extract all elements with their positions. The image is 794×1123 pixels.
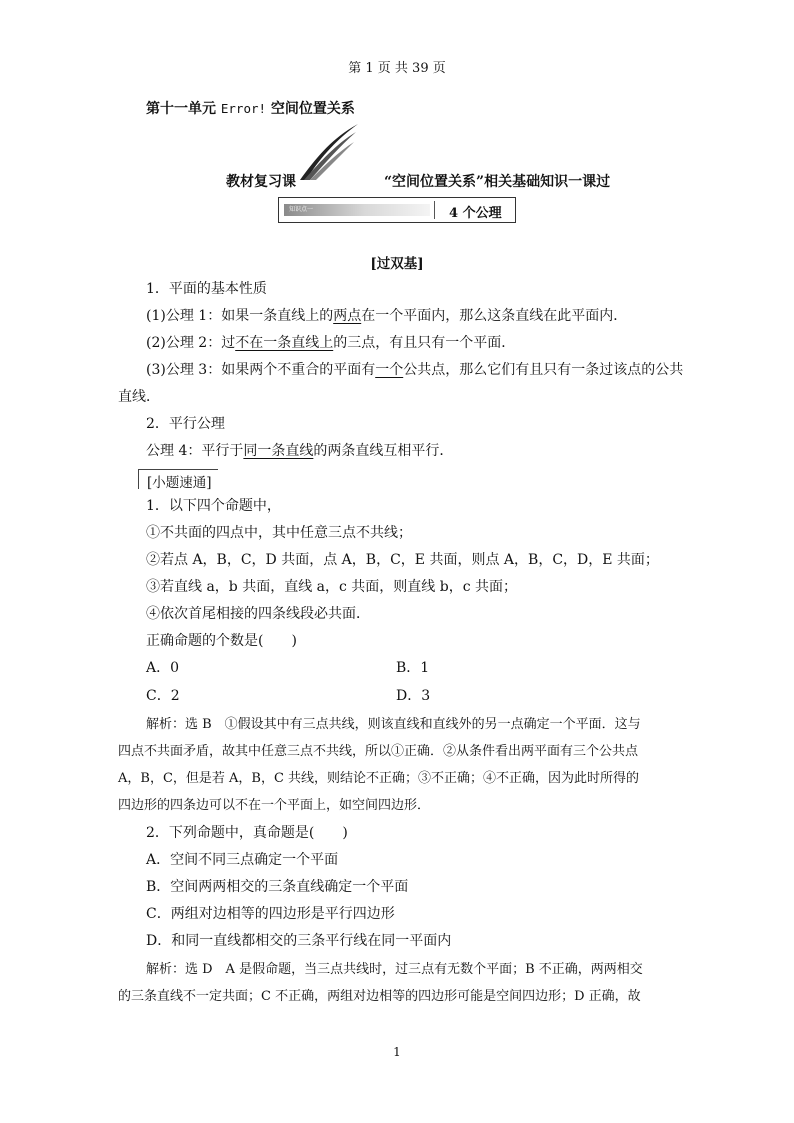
- axiom-1-suffix: 在一个平面内，那么这条直线在此平面内．: [361, 308, 628, 324]
- quick-practice-tag: [138, 469, 218, 489]
- q1-solution-line-1: 解析：选 B ①假设其中有三点共线，则该直线和直线外的另一点确定一个平面．这与: [146, 717, 641, 732]
- q1-option-c: C．2: [146, 688, 180, 704]
- banner-left-title: 教材复习课: [226, 174, 296, 190]
- q1-stem: 1．以下四个命题中，: [146, 498, 281, 514]
- page-number: 1: [393, 1045, 401, 1059]
- q1-option-b: B．1: [396, 660, 430, 676]
- axiom-4-underlined: 同一条直线: [243, 443, 314, 459]
- q1-statement-4: ④依次首尾相接的四条线段必共面．: [146, 606, 370, 622]
- q1-option-d: D．3: [396, 688, 431, 704]
- section-title: [过双基]: [370, 256, 424, 272]
- axiom-3-cont: 直线．: [118, 389, 160, 405]
- q2-solution-line-1: 解析：选 D A 是假命题，当三点共线时，过三点有无数个平面；B 不正确，两两相交: [146, 962, 643, 977]
- q1-statement-2: ②若点 A，B，C，D 共面，点 A，B，C，E 共面，则点 A，B，C，D，E 共面；: [146, 552, 659, 568]
- axiom-4: [146, 440, 453, 460]
- axiom-3-underlined: 一个: [375, 362, 404, 378]
- q2-option-b: B．空间两两相交的三条直线确定一个平面: [146, 879, 409, 895]
- axiom-4-suffix: 的两条直线互相平行．: [313, 443, 454, 459]
- q2-option-c: C．两组对边相等的四边形是平行四边形: [146, 906, 395, 922]
- page-header: 第 1 页 共 39 页: [348, 61, 446, 76]
- topic-tag-small: 知识点一: [284, 204, 430, 216]
- q2-solution-line-2: 的三条直线不一定共面；C 不正确，两组对边相等的四边形可能是空间四边形；D 正确，故: [118, 989, 641, 1004]
- q2-stem: 2．下列命题中，真命题是( ): [146, 825, 348, 841]
- swoosh-decoration-icon: [296, 122, 360, 182]
- q1-solution-line-4: 四边形的四条边可以不在一个平面上，如空间四边形．: [118, 798, 431, 813]
- axiom-2-suffix: 的三点，有且只有一个平面．: [333, 335, 516, 351]
- topic-tag-label: 4 个公理: [449, 206, 502, 221]
- q1-solution-line-3: A，B，C，但是若 A，B，C 共线，则结论不正确；③不正确；④不正确，因为此时所得的: [118, 771, 640, 786]
- quick-practice-label: [小题速通]: [147, 475, 212, 491]
- q1-statement-3: ③若直线 a，b 共面，直线 a，c 共面，则直线 b，c 共面；: [146, 579, 517, 595]
- axiom-3-prefix: (3)公理 3：如果两个不重合的平面有: [146, 362, 376, 378]
- banner-right-title: “空间位置关系”相关基础知识一课过: [384, 174, 611, 190]
- topic-tag-box: [278, 197, 516, 223]
- axiom-1-prefix: (1)公理 1：如果一条直线上的: [146, 308, 334, 324]
- axiom-2-underlined: 不在一条直线上: [235, 335, 334, 351]
- axiom-3-middle: 公共点，那么它们有且只有一条过该点的公共: [403, 362, 684, 378]
- axiom-2-prefix: (2)公理 2：过: [146, 335, 236, 351]
- axiom-1: [146, 305, 627, 325]
- field-error-text: Error!: [220, 101, 267, 116]
- q1-option-a: A．0: [146, 660, 180, 676]
- unit-title-prefix: 第十一单元: [146, 101, 221, 117]
- topic-tag-divider: [434, 201, 435, 219]
- axiom-3: [146, 359, 683, 379]
- q2-option-a: A．空间不同三点确定一个平面: [146, 852, 339, 868]
- axiom-4-prefix: 公理 4：平行于: [146, 443, 244, 459]
- unit-title-suffix: 空间位置关系: [266, 101, 355, 117]
- unit-title: [146, 98, 355, 118]
- q1-statement-1: ①不共面的四点中，其中任意三点不共线；: [146, 525, 412, 541]
- axiom-2: [146, 332, 515, 352]
- axiom-1-underlined: 两点: [333, 308, 362, 324]
- q1-solution-line-2: 四点不共面矛盾，故其中任意三点不共线，所以①正确．②从条件看出两平面有三个公共点: [118, 744, 639, 759]
- q1-ask: 正确命题的个数是( ): [146, 633, 297, 649]
- p1-heading: 1．平面的基本性质: [146, 281, 267, 297]
- q2-option-d: D．和同一直线都相交的三条平行线在同一平面内: [146, 933, 452, 949]
- p2-heading: 2．平行公理: [146, 416, 225, 432]
